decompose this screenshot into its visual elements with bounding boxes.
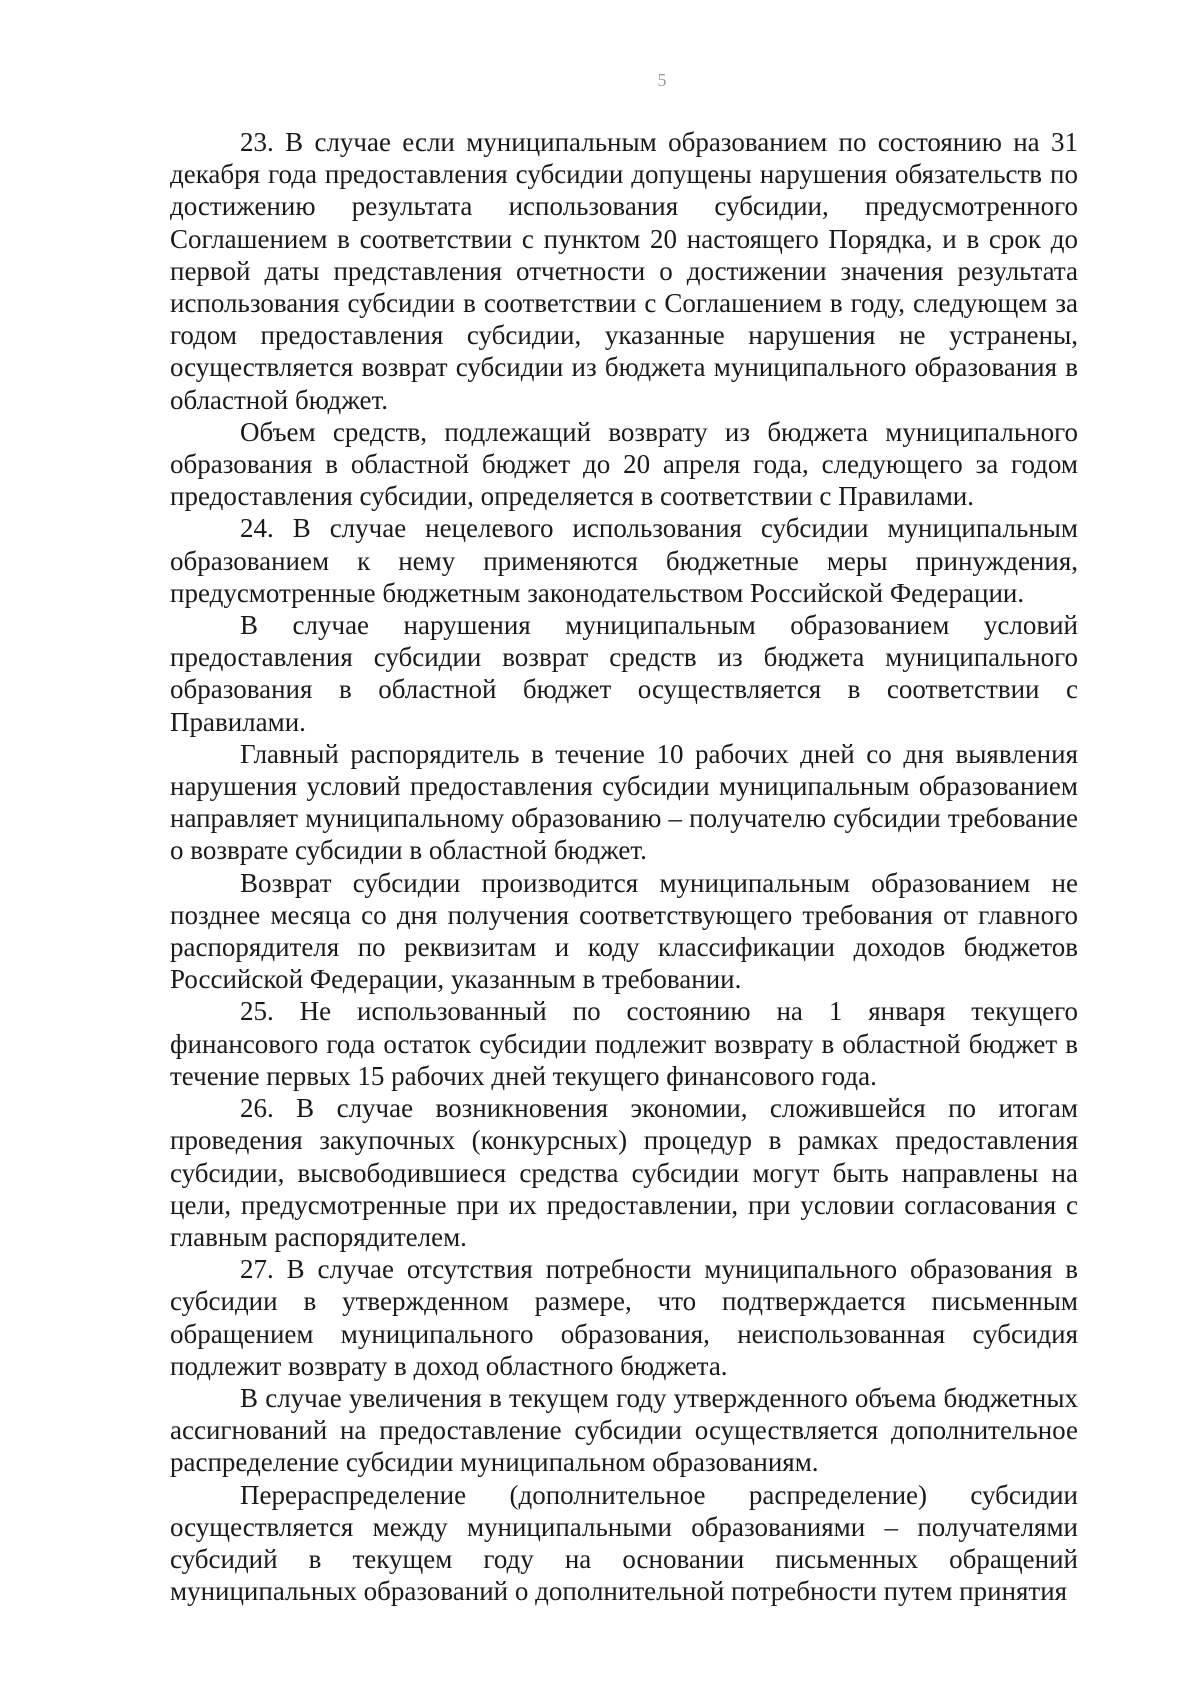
paragraph-24: 24. В случае нецелевого использования субсидии муниципальным образованием к нему применяются бюджетные меры принуждения, предусмотренные бюджетным законодательством Российской Федерации. [170,513,1078,608]
paragraph-24-main-manager: Главный распорядитель в течение 10 рабочих дней со дня выявления нарушения условий предоставления субсидии муниципальным образованием направляет муниципальному образованию – получателю субсидии требование о возврате субсидии в областной бюджет. [170,738,1078,866]
page-number: 5 [657,70,667,90]
paragraph-24-refund: Возврат субсидии производится муниципальным образованием не позднее месяца со дня получения соответствующего требования от главного распорядителя по реквизитам и коду классификации доходов бюджетов Российской Федерации, указанным в требовании. [170,867,1078,995]
document-body [170,126,1078,1607]
paragraph-23-volume: Объем средств, подлежащий возврату из бюджета муниципального образования в областной бюджет до 20 апреля года, следующего за годом предоставления субсидии, определяется в соответствии с Правилами. [170,416,1078,512]
paragraph-27-increase: В случае увеличения в текущем году утвержденного объема бюджетных ассигнований на предоставление субсидии осуществляется дополнительное распределение субсидии муниципальном образованиям. [170,1382,1078,1478]
paragraph-27-redistribution: Перераспределение (дополнительное распределение) субсидии осуществляется между муниципальными образованиями – получателями субсидий в текущем году на основании письменных обращений муниципальных образований о дополнительной потребности путем принятия [170,1479,1078,1607]
paragraph-23: 23. В случае если муниципальным образованием по состоянию на 31 декабря года предоставления субсидии допущены нарушения обязательств по достижению результата использования субсидии, предусмотренного Соглашением в соответствии с пунктом 20 настоящего Порядка, и в срок до первой даты представления отчетности о достижении значения результата использования субсидии в соответствии с Соглашением в году, следующем за годом предоставления субсидии, указанные нарушения не устранены, осуществляется возврат субсидии из бюджета муниципального образования в областной бюджет. [170,127,1078,415]
paragraph-24-violation: В случае нарушения муниципальным образованием условий предоставления субсидии возврат средств из бюджета муниципального образования в областной бюджет осуществляется в соответствии с Правилами. [170,610,1078,737]
paragraph-27: 27. В случае отсутствия потребности муниципального образования в субсидии в утвержденном размере, что подтверждается письменным обращением муниципального образования, неиспользованная субсидия подлежит возврату в доход областного бюджета. [170,1254,1078,1381]
paragraph-25: 25. Не использованный по состоянию на 1 января текущего финансового года остаток субсидии подлежит возврату в областной бюджет в течение первых 15 рабочих дней текущего финансового года. [170,996,1078,1091]
paragraph-26: 26. В случае возникновения экономии, сложившейся по итогам проведения закупочных (конкурсных) процедур в рамках предоставления субсидии, высвободившиеся средства субсидии могут быть направлены на цели, предусмотренные при их предоставлении, при условии согласования с главным распорядителем. [170,1093,1078,1252]
